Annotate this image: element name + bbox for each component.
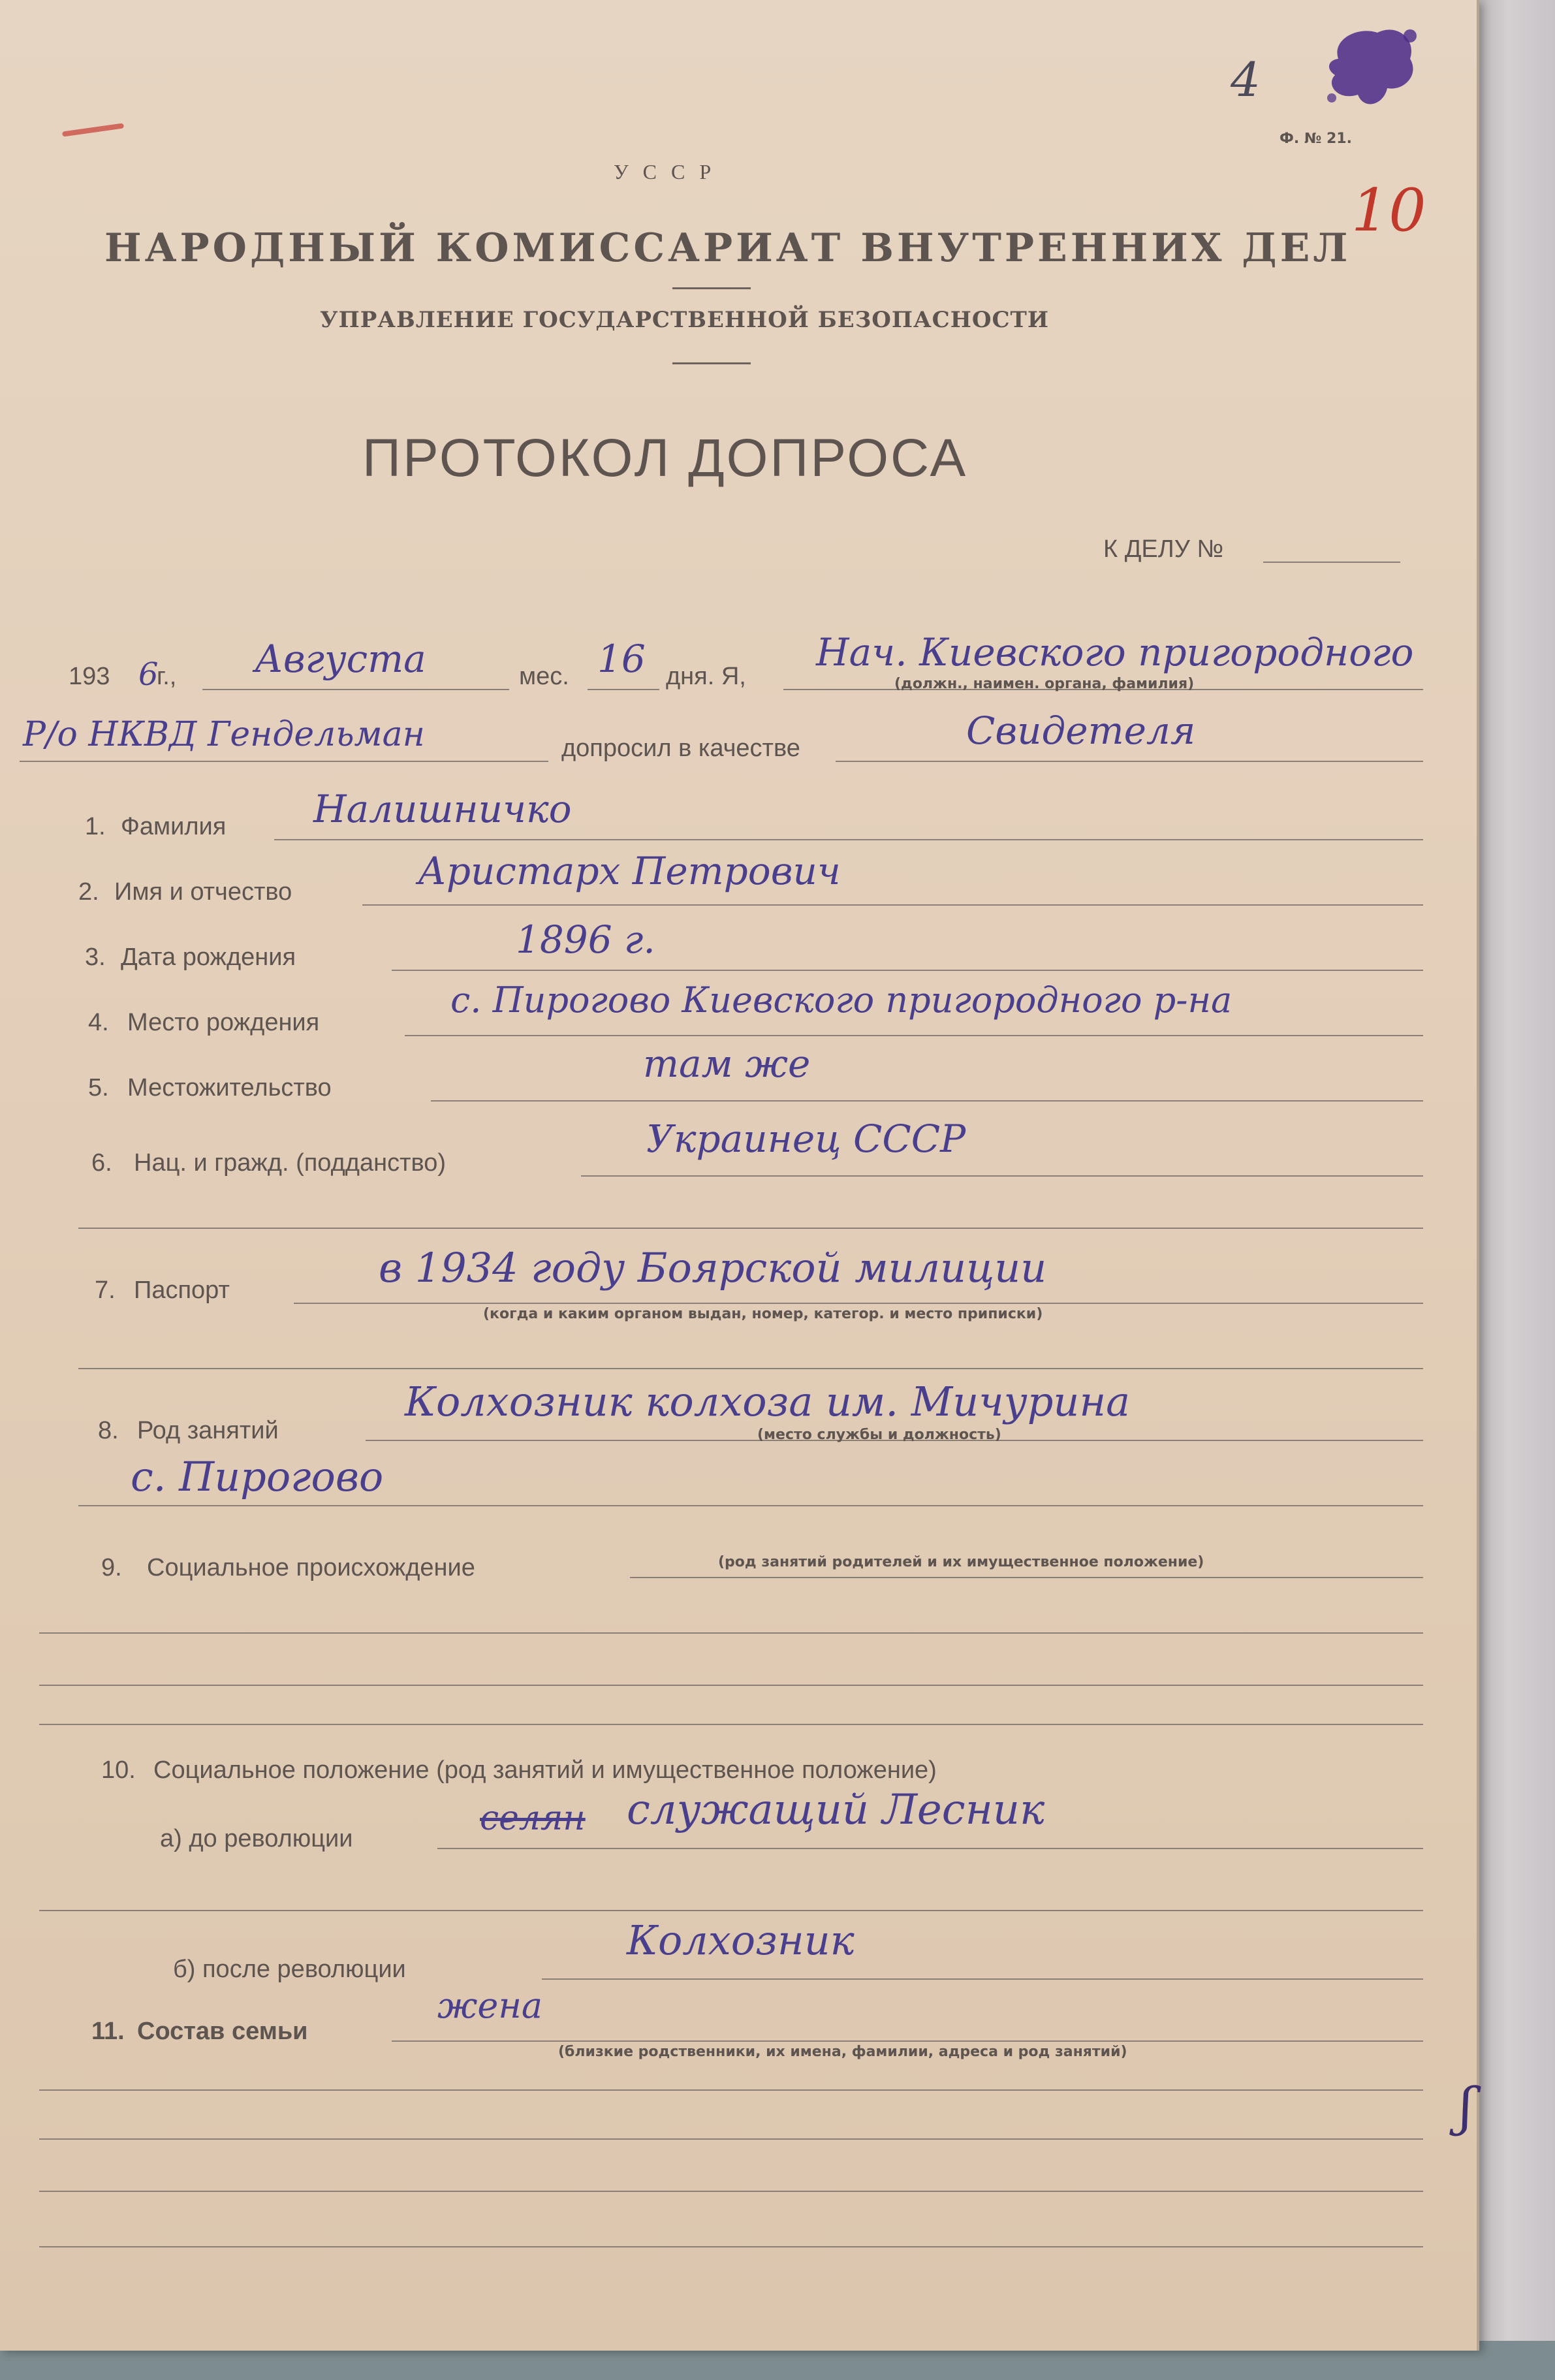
field-line	[274, 839, 1423, 840]
republic-label: УССР	[614, 160, 726, 183]
field-value: Колхозник колхоза им. Мичурина	[405, 1378, 1131, 1425]
agency-title: НАРОДНЫЙ КОМИССАРИАТ ВНУТРЕННИХ ДЕЛ	[104, 225, 1351, 271]
field-label: Место рождения	[127, 1009, 320, 1036]
department-title: УПРАВЛЕНИЕ ГОСУДАРСТВЕННОЙ БЕЗОПАСНОСТИ	[320, 307, 1049, 333]
year-printed: 193	[69, 663, 110, 690]
field-number: 10.	[101, 1756, 136, 1784]
field-line	[392, 2040, 1423, 2042]
blank-line	[78, 1228, 1423, 1229]
field-line	[630, 1577, 1423, 1578]
before-revolution-value: служащий Лесник	[627, 1786, 1045, 1834]
role-line	[836, 761, 1423, 762]
field-line	[581, 1175, 1423, 1177]
field-number: 2.	[78, 878, 99, 906]
field-label: Паспорт	[134, 1277, 230, 1304]
field-value: Украинец СССР	[646, 1117, 966, 1161]
blank-line	[39, 1632, 1423, 1634]
field-line-2	[78, 1505, 1423, 1506]
red-pencil-mark	[62, 123, 124, 136]
struck-value: селян	[480, 1799, 586, 1838]
field-label: Социальное происхождение	[147, 1554, 475, 1581]
after-revolution-label: б) после революции	[173, 1956, 406, 1983]
before-revolution-label: а) до революции	[160, 1825, 353, 1852]
day-value: 16	[597, 637, 646, 681]
field-label: Фамилия	[121, 813, 227, 840]
field-caption: (близкие родственники, их имена, фамилии, адреса и род занятий)	[558, 2044, 1127, 2060]
field-caption: (когда и каким органом выдан, номер, категор. и место приписки)	[483, 1306, 1043, 1322]
officer-value-1: Нач. Киевского пригородного	[816, 630, 1414, 674]
field-label: Род занятий	[137, 1417, 279, 1444]
field-label: Дата рождения	[121, 944, 296, 971]
blank-line	[39, 1724, 1423, 1725]
after-revolution-value: Колхозник	[627, 1916, 855, 1964]
corner-folio-number: 4	[1231, 52, 1261, 107]
field-number: 1.	[85, 813, 106, 840]
case-number-label: К ДЕЛУ №	[1103, 535, 1224, 563]
day-label: дня. Я,	[666, 663, 746, 690]
field-label: Нац. и гражд. (подданство)	[134, 1149, 447, 1177]
year-suffix: г.,	[157, 663, 177, 690]
interrogated-as-label: допросил в качестве	[561, 735, 800, 762]
officer-value-2: Р/о НКВД Гендельман	[23, 715, 425, 754]
field-label: Имя и отчество	[114, 878, 292, 906]
field-label: Местожительство	[127, 1074, 332, 1102]
day-line	[588, 689, 659, 690]
field-line	[542, 1978, 1423, 1980]
field-value: Аристарх Петрович	[418, 849, 841, 893]
officer-line-2	[20, 761, 548, 762]
field-number: 3.	[85, 944, 106, 971]
divider	[672, 287, 751, 289]
form-number: Ф. № 21.	[1280, 131, 1352, 147]
field-value: Налишничко	[313, 787, 572, 831]
field-line	[392, 970, 1423, 971]
field-value: в 1934 году Боярской милиции	[379, 1244, 1047, 1292]
field-value: с. Пирогово Киевского пригородного р-на	[450, 979, 1233, 1021]
ink-blot-stamp-icon	[1312, 20, 1423, 118]
field-line	[437, 1848, 1423, 1849]
field-value: там же	[643, 1041, 811, 1086]
field-label: Состав семьи	[137, 2018, 308, 2045]
blank-line	[39, 2191, 1423, 2192]
case-number-line	[1263, 562, 1400, 563]
blank-line	[39, 1685, 1423, 1686]
blank-line	[39, 2138, 1423, 2140]
margin-mark-icon: ʃ	[1459, 2076, 1473, 2137]
field-caption: (род занятий родителей и их имущественное положение)	[718, 1554, 1204, 1570]
field-number: 11.	[91, 2018, 125, 2045]
year-handwritten: 6	[138, 656, 159, 693]
field-number: 6.	[91, 1149, 112, 1177]
field-line	[405, 1035, 1423, 1036]
divider	[672, 362, 751, 364]
month-value: Августа	[255, 637, 426, 681]
blank-line	[39, 2089, 1423, 2091]
month-line	[202, 689, 509, 690]
field-number: 8.	[98, 1417, 119, 1444]
field-line	[294, 1303, 1423, 1304]
blank-line	[39, 1910, 1423, 1911]
field-value-2: с. Пирогово	[131, 1453, 384, 1500]
field-line	[362, 904, 1423, 906]
field-number: 7.	[95, 1277, 116, 1304]
field-line	[431, 1100, 1423, 1102]
field-number: 5.	[88, 1074, 109, 1102]
table-background-right	[1477, 0, 1555, 2380]
field-number: 4.	[88, 1009, 109, 1036]
officer-caption: (должн., наимен. органа, фамилия)	[894, 676, 1195, 692]
document-title: ПРОТОКОЛ ДОПРОСА	[362, 428, 968, 488]
blank-line	[39, 2246, 1423, 2247]
role-value: Свидетеля	[966, 708, 1196, 753]
field-value: 1896 г.	[516, 917, 655, 962]
red-page-number: 10	[1351, 176, 1426, 245]
month-label: мес.	[519, 663, 569, 690]
field-caption: (место службы и должность)	[757, 1427, 1001, 1443]
blank-line	[78, 1368, 1423, 1369]
field-value: жена	[437, 1985, 543, 2026]
field-label: Социальное положение (род занятий и имущественное положение)	[153, 1756, 937, 1784]
field-number: 9.	[101, 1554, 122, 1581]
